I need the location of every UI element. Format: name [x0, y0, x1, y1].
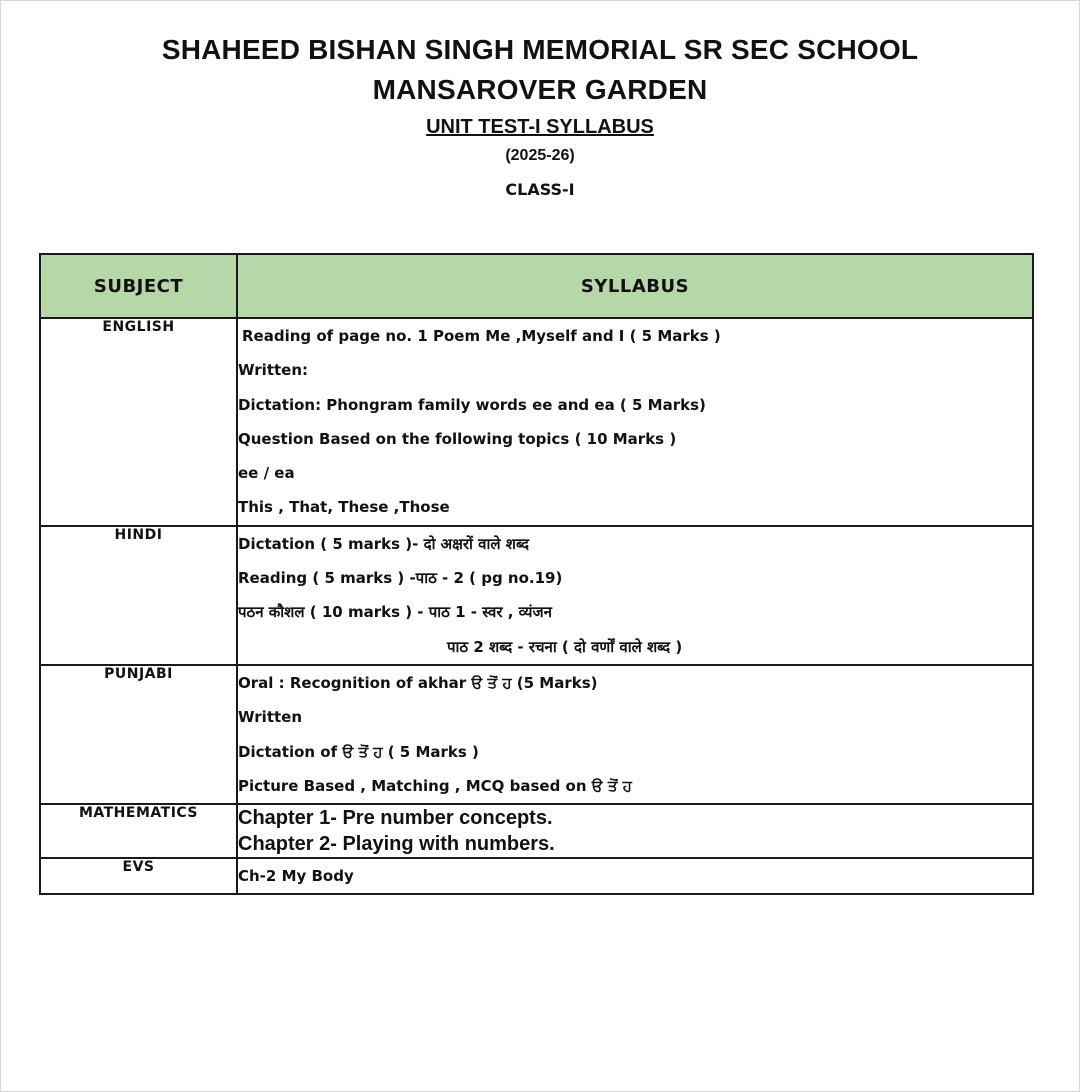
subject-cell-mathematics: MATHEMATICS: [40, 804, 237, 858]
syllabus-line: Oral : Recognition of akhar ੳ ਤੋਂ ਹ (5 Marks): [238, 673, 598, 692]
table-row-mathematics: [40, 804, 1033, 858]
session-year: (2025-26): [505, 147, 575, 164]
syllabus-line: This , That, These ,Those: [238, 498, 450, 517]
syllabus-line: Ch-2 My Body: [238, 867, 354, 886]
syllabus-line: Chapter 1- Pre number concepts.: [238, 807, 553, 830]
syllabus-line: Chapter 2- Playing with numbers.: [238, 833, 555, 856]
syllabus-line: ee / ea: [238, 464, 295, 483]
syllabus-cell-hindi: [237, 526, 1033, 665]
table-row-english: [40, 318, 1033, 526]
subject-cell-evs: EVS: [40, 858, 237, 894]
syllabus-cell-evs: [237, 858, 1033, 894]
syllabus-cell-punjabi: [237, 665, 1033, 804]
subject-cell-hindi: HINDI: [40, 526, 237, 665]
syllabus-table: [39, 253, 1034, 895]
document-header: [0, 30, 1080, 200]
syllabus-cell-mathematics: [237, 804, 1033, 858]
syllabus-cell-english: [237, 318, 1033, 526]
table-row-hindi: [40, 526, 1033, 665]
school-name-line-2: MANSAROVER GARDEN: [372, 74, 708, 105]
syllabus-line: Dictation: Phongram family words ee and ea ( 5 Marks): [238, 395, 706, 414]
table-row-evs: [40, 858, 1033, 894]
syllabus-line: Picture Based , Matching , MCQ based on ੳ ਤੋਂ ਹ: [238, 776, 632, 795]
syllabus-column-header: SYLLABUS: [237, 254, 1033, 318]
syllabus-line: पाठ 2 शब्द - रचना ( दो वर्णों वाले शब्द ): [447, 637, 683, 656]
subject-cell-punjabi: PUNJABI: [40, 665, 237, 804]
syllabus-line: Written:: [238, 361, 309, 380]
test-title: UNIT TEST-I SYLLABUS: [426, 116, 654, 138]
syllabus-line: Dictation ( 5 marks )- दो अक्षरों वाले शब्द: [238, 534, 529, 553]
syllabus-line: पठन कौशल ( 10 marks ) - पाठ 1 - स्वर , व्यंजन: [238, 603, 552, 622]
school-name-line-1: SHAHEED BISHAN SINGH MEMORIAL SR SEC SCHOOL: [161, 34, 919, 65]
syllabus-line: Reading ( 5 marks ) -पाठ - 2 ( pg no.19): [238, 569, 563, 588]
subject-cell-english: ENGLISH: [40, 318, 237, 526]
subject-column-header: SUBJECT: [40, 254, 237, 318]
syllabus-line: Dictation of ੳ ਤੋਂ ਹ ( 5 Marks ): [238, 742, 479, 761]
class-label: CLASS-I: [505, 180, 575, 199]
table-header-row: [40, 254, 1033, 318]
syllabus-line: Question Based on the following topics ( 10 Marks ): [238, 429, 677, 448]
syllabus-line: Reading of page no. 1 Poem Me ,Myself and I ( 5 Marks ): [242, 327, 721, 345]
syllabus-line: Written: [238, 708, 303, 727]
table-row-punjabi: [40, 665, 1033, 804]
